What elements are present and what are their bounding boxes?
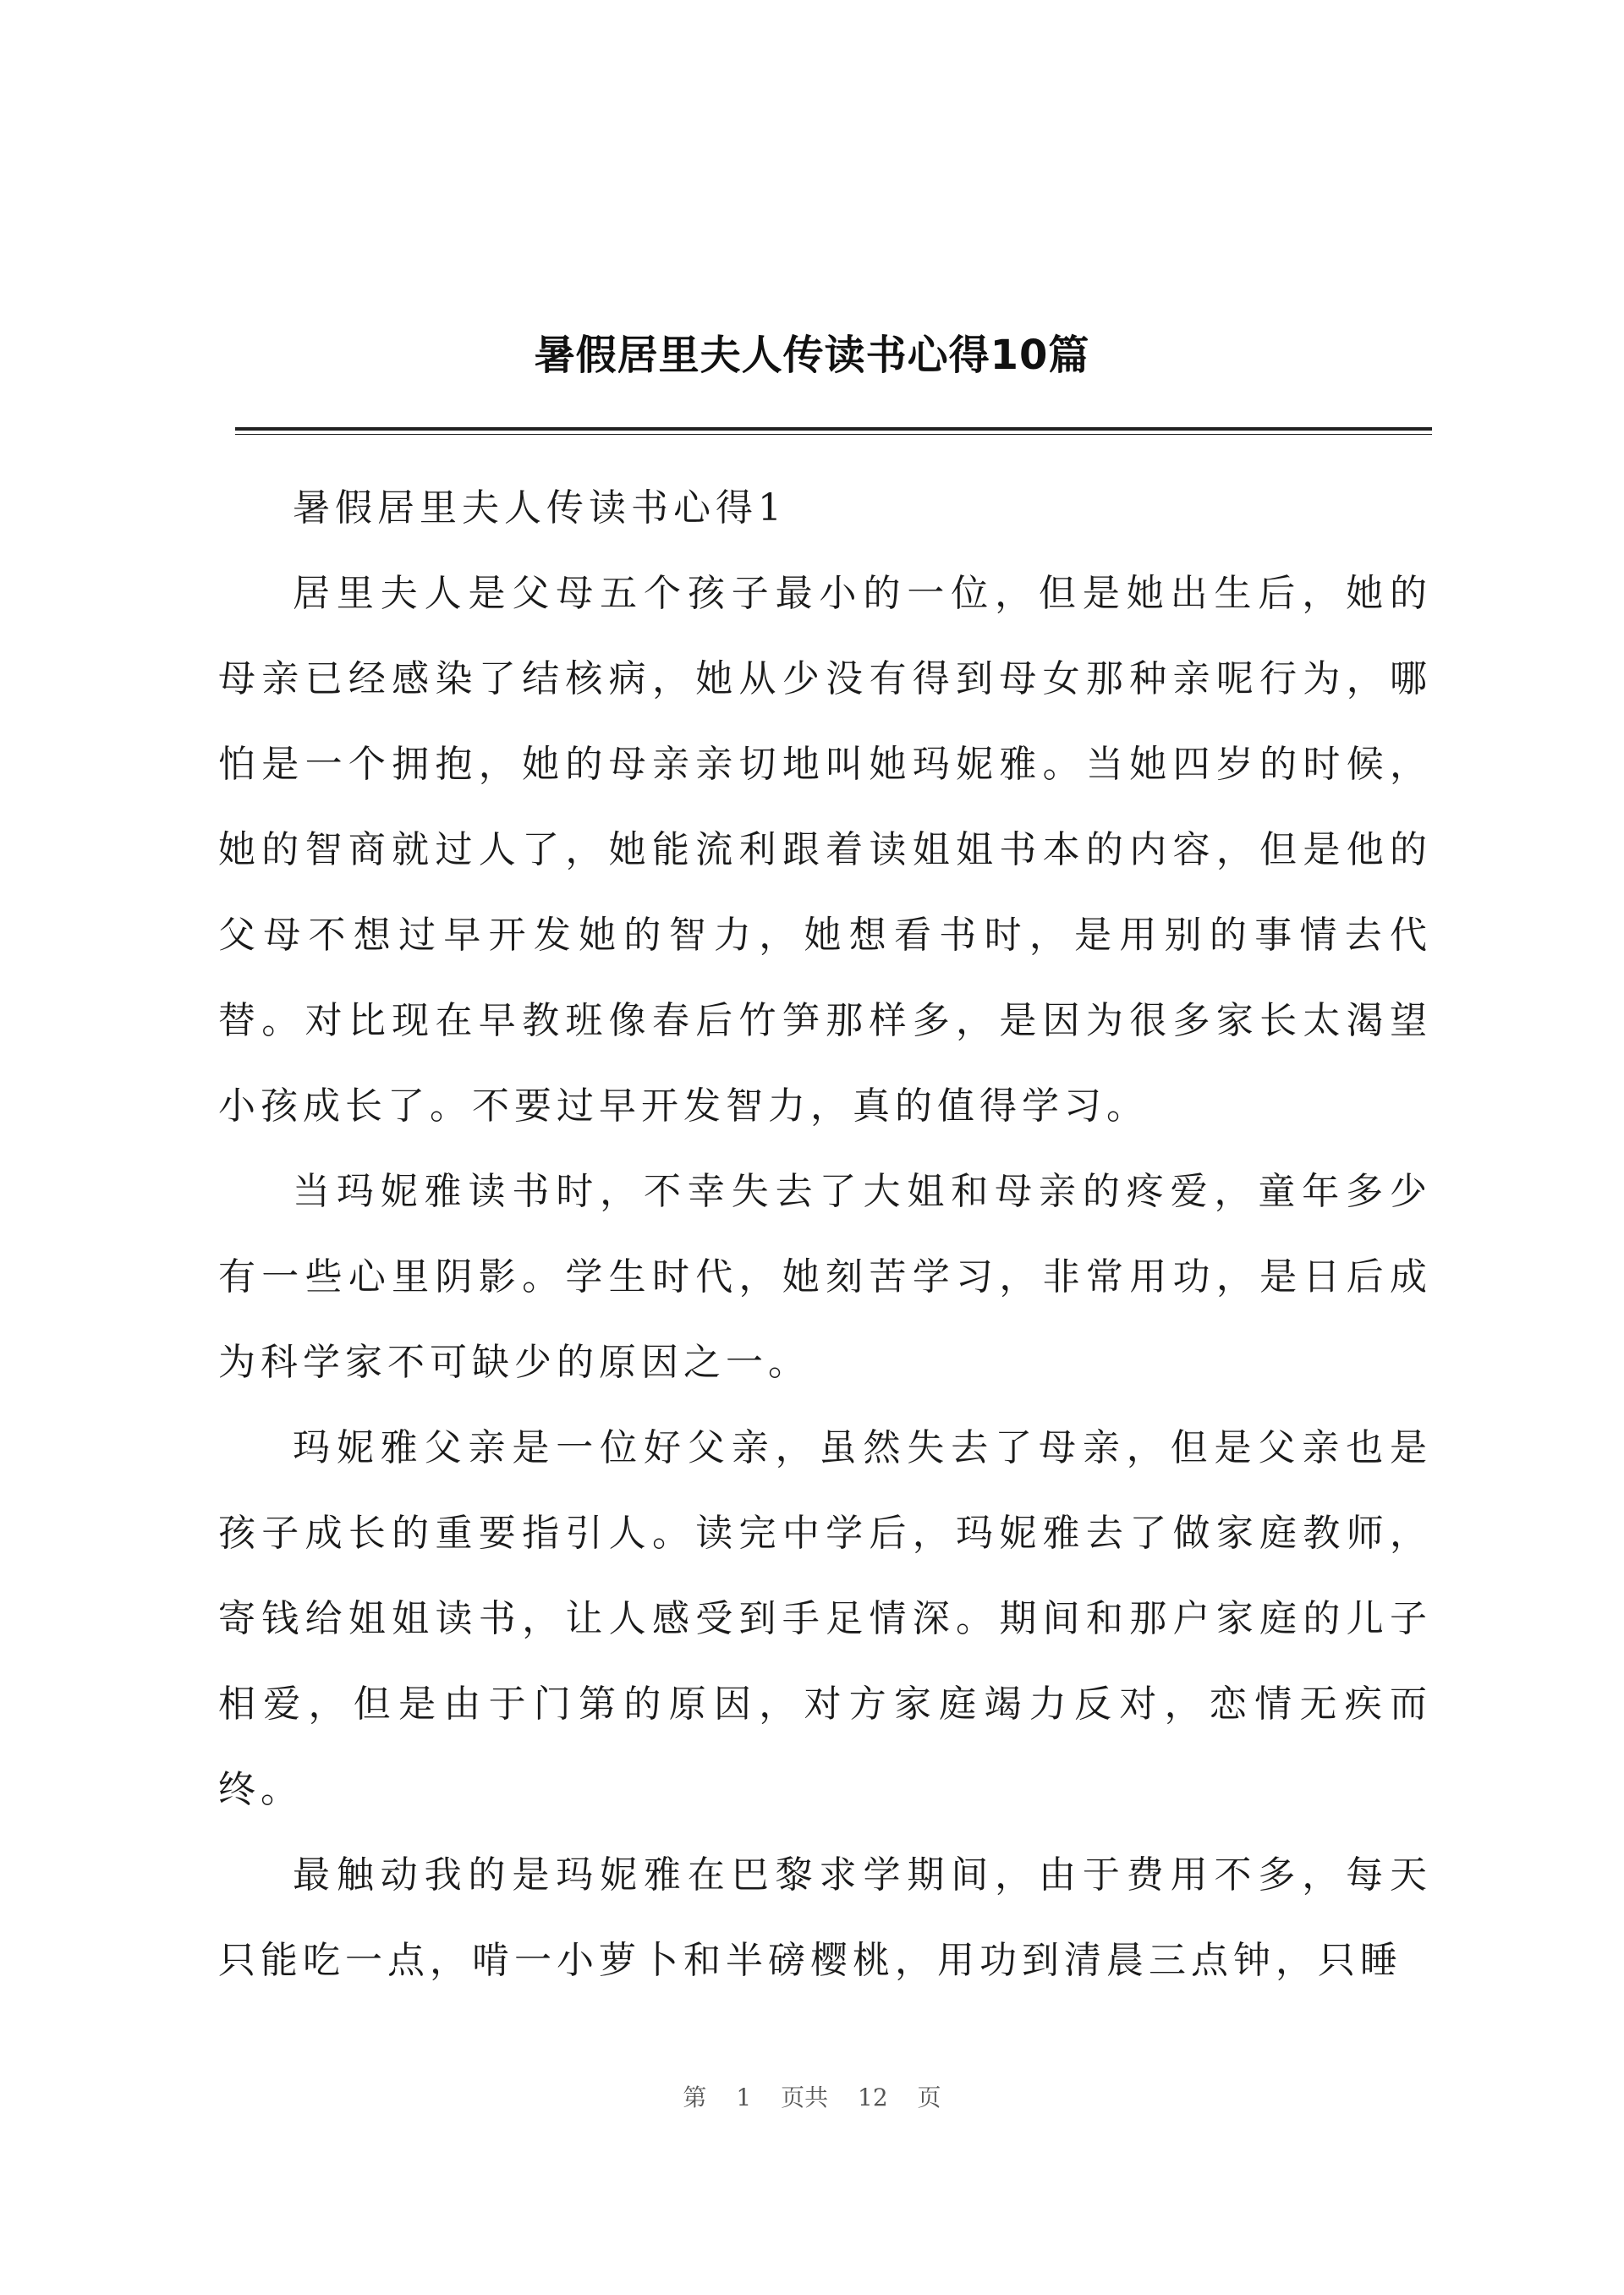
paragraph: 居里夫人是父母五个孩子最小的一位，但是她出生后，她的母亲已经感染了结核病，她从少没有得到母女那种亲呢行为，哪怕是一个拥抱，她的母亲亲切地叫她玛妮雅。当她四岁的时候，她的智商就过人了，她能流利跟着读姐姐书本的内容，但是他的父母不想过早开发她的智力，她想看书时，是用别的事情去代替。对比现在早教班像春后竹笋那样多，是因为很多家长太渴望小孩成长了。不要过早开发智力，真的值得学习。: [218, 572, 1432, 1128]
document-title: 暑假居里夫人传读书心得10篇: [534, 332, 1090, 379]
paragraph: 当玛妮雅读书时，不幸失去了大姐和母亲的疼爱，童年多少有一些心里阴影。学生时代，她刻苦学习，非常用功，是日后成为科学家不可缺少的原因之一。: [218, 1170, 1432, 1384]
footer-middle: 页共: [781, 2084, 829, 2111]
footer-total-pages: 12: [858, 2084, 888, 2111]
footer-suffix: 页: [917, 2084, 941, 2111]
footer-current-page: 1: [736, 2084, 752, 2111]
document-body: [218, 465, 1432, 2003]
paragraph: 玛妮雅父亲是一位好父亲，虽然失去了母亲，但是父亲也是孩子成长的重要指引人。读完中学后，玛妮雅去了做家庭教师，寄钱给姐姐读书，让人感受到手足情深。期间和那户家庭的儿子相爱，但是由于门第的原因，对方家庭竭力反对，恋情无疾而终。: [218, 1426, 1432, 1811]
title-divider-thick: [235, 427, 1432, 431]
footer-prefix: 第: [683, 2084, 707, 2111]
title-divider-thin: [235, 434, 1432, 435]
paragraph: 最触动我的是玛妮雅在巴黎求学期间，由于费用不多，每天只能吃一点，啃一小萝卜和半磅樱桃，用功到清晨三点钟，只睡: [218, 1853, 1432, 1982]
page-footer: [0, 2081, 1624, 2115]
section-heading: 暑假居里夫人传读书心得1: [293, 486, 787, 530]
